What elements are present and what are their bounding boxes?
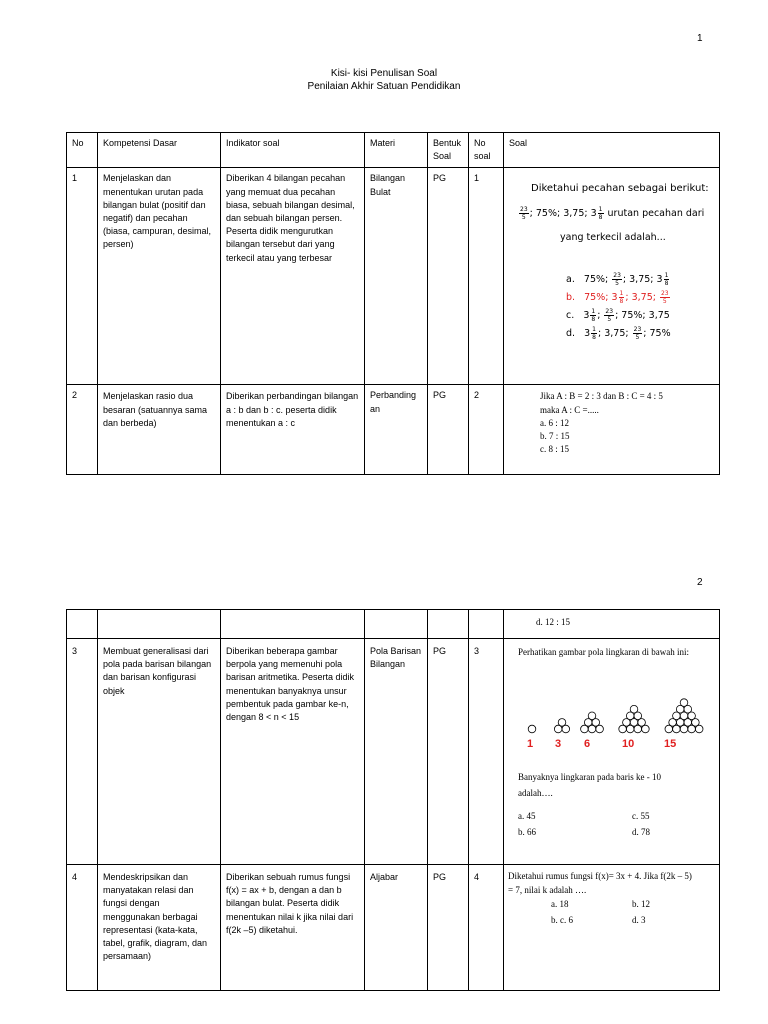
circle-count-5: 15	[664, 738, 677, 750]
circle-pattern-figure	[522, 677, 712, 737]
circle-count-4: 10	[622, 738, 635, 750]
soal-intro: Diketahui pecahan sebagai berikut:	[531, 183, 709, 195]
question-line2: adalah….	[518, 788, 553, 798]
kisi-table-page2	[66, 609, 720, 991]
soal-line1: Diketahui rumus fungsi f(x)= 3x + 4. Jika f(2k – 5)	[508, 871, 692, 881]
pattern-circle	[626, 725, 634, 733]
option-d: d. 78	[632, 827, 650, 837]
row-nosoal: 4	[469, 865, 504, 991]
soal-line1: Jika A : B = 2 : 3 dan B : C = 4 : 5	[540, 391, 663, 402]
row-no: 4	[67, 865, 98, 991]
pattern-circle	[665, 725, 673, 733]
document-title: Kisi- kisi Penulisan Soal	[330, 68, 438, 79]
option-b: b. 7 : 15	[540, 431, 570, 442]
pattern-circle	[673, 725, 681, 733]
table-row	[67, 639, 720, 865]
pattern-circle	[695, 725, 703, 733]
table-row	[67, 865, 720, 991]
row-soal	[504, 639, 720, 865]
row-no: 2	[67, 385, 98, 475]
table-row	[67, 385, 720, 475]
pattern-circle	[688, 725, 696, 733]
row-materi: Pola Barisan Bilangan	[365, 639, 428, 865]
question-line1: Banyaknya lingkaran pada baris ke - 10	[518, 772, 661, 782]
row-no: 1	[67, 168, 98, 385]
option-a: a. 6 : 12	[540, 417, 569, 428]
option-a: a. 45	[518, 811, 536, 821]
option-c: c. 55	[632, 811, 650, 821]
header-nosoal: No soal	[469, 133, 504, 168]
kisi-table-page1	[66, 132, 720, 475]
row-kompetensi: Mendeskripsikan dan manyatakan relasi dan fungsi dengan menggunakan berbagai representasi (kata-kata, tabel, grafik, diagram, dan persamaan)	[98, 865, 221, 991]
row-soal	[504, 385, 720, 475]
pattern-circle	[581, 725, 589, 733]
row-indikator: Diberikan 4 bilangan pecahan yang memuat dua pecahan biasa, sebuah bilangan desimal, dan sebuah bilangan persen. Peserta didik mengurutkan bilangan tersebut dari yang terkecil atau yang terbesar	[221, 168, 365, 385]
pattern-circle	[554, 725, 562, 733]
pattern-circle	[680, 725, 688, 733]
page-number: 1	[697, 33, 703, 44]
row-kompetensi: Menjelaskan rasio dua besaran (satuannya sama dan berbeda)	[98, 385, 221, 475]
circle-count-3: 6	[584, 738, 591, 750]
row-bentuk: PG	[428, 385, 469, 475]
page-number: 2	[697, 577, 703, 588]
table-row	[67, 610, 720, 639]
pattern-circle	[634, 725, 642, 733]
row-bentuk: PG	[428, 639, 469, 865]
option-c: c. 3 $\frac{1}{8}$ ; $\frac{23}{5}$ ; 75%; 3,75	[566, 308, 670, 324]
row-materi: Aljabar	[365, 865, 428, 991]
circle-count-1: 1	[527, 738, 534, 750]
soal-line2: maka A : C =.....	[540, 404, 599, 415]
circle-count-2: 3	[555, 738, 562, 750]
row-soal	[504, 865, 720, 991]
row-nosoal: 2	[469, 385, 504, 475]
row-no: 3	[67, 639, 98, 865]
option-a: a. 18	[551, 899, 569, 909]
table-row	[67, 168, 720, 385]
circle-count-labels	[522, 738, 712, 752]
option-c: c. 8 : 15	[540, 444, 569, 455]
row-materi: Perbanding an	[365, 385, 428, 475]
pattern-circle	[528, 725, 536, 733]
soal-numbers: $\frac{23}{5}$ ; 75%; 3,75; 3 $\frac{1}{8}$ urutan pecahan dari	[520, 206, 705, 222]
row-bentuk: PG	[428, 168, 469, 385]
table-header-row	[67, 133, 720, 168]
option-a: a. 75%; $\frac{23}{5}$ ; 3,75; 3 $\frac{1}{8}$	[566, 272, 669, 288]
row-indikator: Diberikan beberapa gambar berpola yang memenuhi pola barisan aritmetika. Peserta didik menentukan banyaknya unsur pembentuk pada gambar ke-n, dengan 8 < n < 15	[221, 639, 365, 865]
row-nosoal: 3	[469, 639, 504, 865]
pattern-circle	[619, 725, 627, 733]
option-d: d. 3 $\frac{1}{8}$ ; 3,75; $\frac{23}{5}$ ; 75%	[566, 326, 671, 342]
document-subtitle: Penilaian Akhir Satuan Pendidikan	[307, 81, 461, 92]
option-d: d. 3	[632, 915, 646, 925]
row-materi: Bilangan Bulat	[365, 168, 428, 385]
option-b: b. c. 6	[551, 915, 573, 925]
header-bentuk: Bentuk Soal	[428, 133, 469, 168]
header-soal: Soal	[504, 133, 720, 168]
row-nosoal: 1	[469, 168, 504, 385]
row-indikator: Diberikan perbandingan bilangan a : b dan b : c. peserta didik menentukan a : c	[221, 385, 365, 475]
row-bentuk: PG	[428, 865, 469, 991]
row-kompetensi: Menjelaskan dan menentukan urutan pada bilangan bulat (positif dan negatif) dan pecahan (biasa, campuran, desimal, persen)	[98, 168, 221, 385]
soal-tail: yang terkecil adalah...	[560, 232, 666, 244]
header-indikator: Indikator soal	[221, 133, 365, 168]
option-b: b. 66	[518, 827, 536, 837]
soal-line2: = 7, nilai k adalah ….	[508, 885, 587, 895]
pattern-circle	[562, 725, 570, 733]
option-b: b. 75%; 3 $\frac{1}{8}$ ; 3,75; $\frac{23}{5}$	[566, 290, 669, 306]
header-kompetensi: Kompetensi Dasar	[98, 133, 221, 168]
option-c: b. 12	[632, 899, 650, 909]
carry-over-option: d. 12 : 15	[504, 610, 720, 639]
soal-intro: Perhatikan gambar pola lingkaran di bawah ini:	[518, 647, 689, 657]
fraction-23-5: $\frac{23}{5}$	[520, 206, 528, 222]
pattern-circle	[596, 725, 604, 733]
header-materi: Materi	[365, 133, 428, 168]
pattern-circle	[588, 725, 596, 733]
pattern-circle	[642, 725, 650, 733]
row-soal	[504, 168, 720, 385]
row-kompetensi: Membuat generalisasi dari pola pada barisan bilangan dan barisan konfigurasi objek	[98, 639, 221, 865]
header-no: No	[67, 133, 98, 168]
row-indikator: Diberikan sebuah rumus fungsi f(x) = ax + b, dengan a dan b bilangan bulat. Peserta didik menentukan nilai k jika nilai dari f(2k –5) diketahui.	[221, 865, 365, 991]
